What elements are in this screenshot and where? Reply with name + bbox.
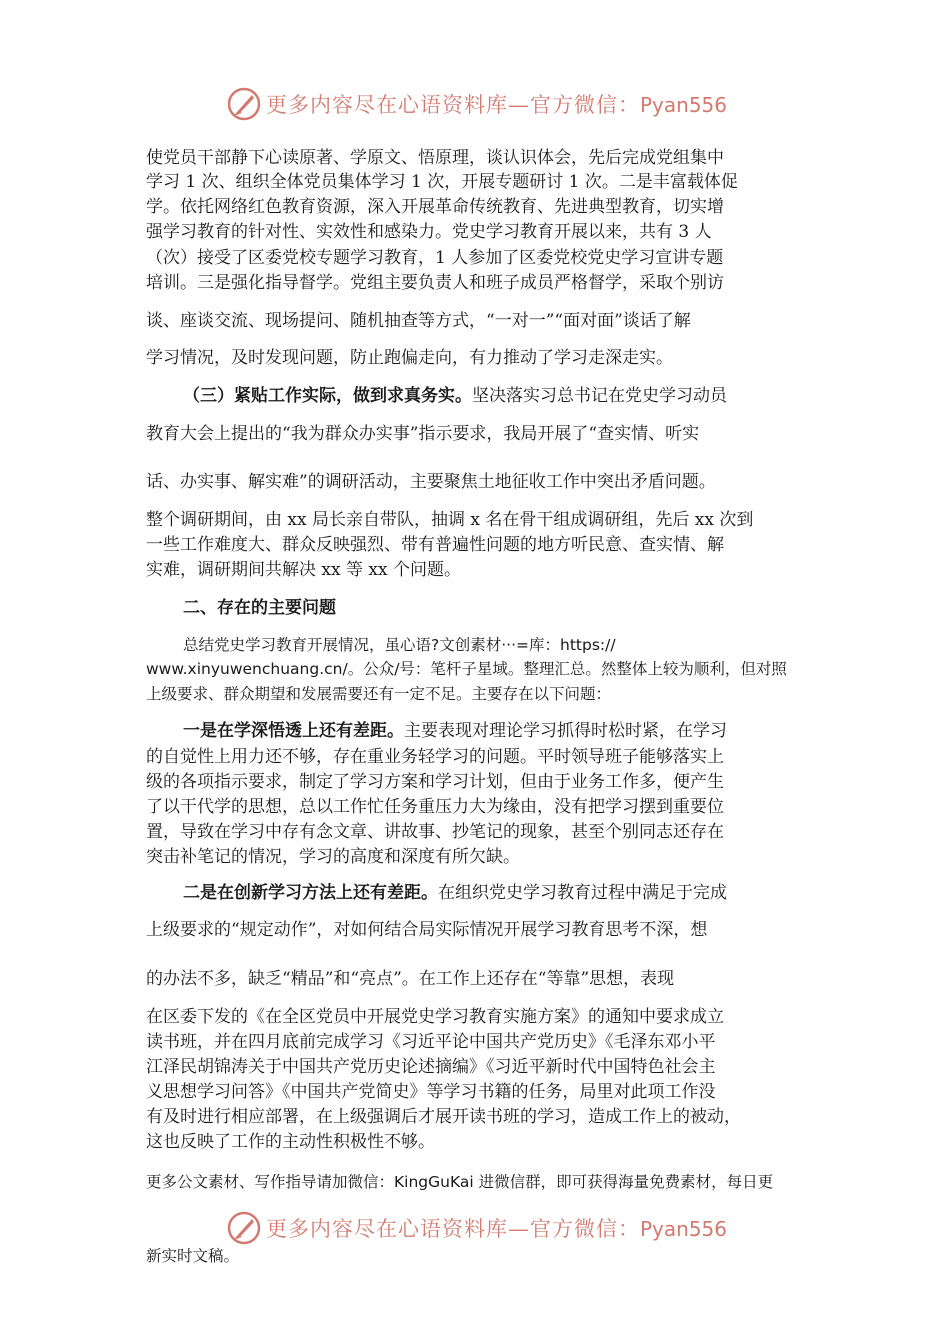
text-line: 义思想学习问答》《中国共产党简史》等学习书籍的任务，局里对此项工作没 — [146, 1082, 716, 1102]
text-line: 置，导致在学习中存有念文章、讲故事、抄笔记的现象，甚至个别同志还存在 — [146, 822, 724, 842]
text-line: 教育大会上提出的“我为群众办实事”指示要求，我局开展了“查实情、听实 — [146, 424, 700, 444]
footer-banner — [226, 1208, 727, 1248]
banner-text: 更多内容尽在心语资料库—官方微信：Pyan556 — [266, 1217, 728, 1241]
quill-pen-icon — [226, 86, 262, 122]
text-line: 突击补笔记的情况，学习的高度和深度有所欠缺。 — [146, 847, 520, 867]
footer-promo-line: 新实时文稿。 — [146, 1247, 240, 1265]
text-line: 级的各项指示要求，制定了学习方案和学习计划，但由于业务工作多，便产生 — [146, 772, 724, 792]
text-line: 学。依托网络红色教育资源，深入开展革命传统教育、先进典型教育，切实增 — [146, 197, 724, 217]
text-line: 使党员干部静下心读原著、学原文、悟原理，谈认识体会，先后完成党组集中 — [146, 148, 724, 168]
text-line: 了以干代学的思想，总以工作忙任务重压力大为缘由，没有把学习摆到重要位 — [146, 797, 724, 817]
text-line: 谈、座谈交流、现场提问、随机抽查等方式，“一对一”“面对面”谈话了解 — [146, 311, 691, 331]
quill-pen-icon — [226, 1210, 262, 1246]
text-line: 二是在创新学习方法上还有差距。在组织党史学习教育过程中满足于完成 — [183, 883, 727, 903]
text-line: 学习情况，及时发现问题，防止跑偏走向，有力推动了学习走深走实。 — [146, 348, 673, 368]
text-line: 有及时进行相应部署，在上级强调后才展开读书班的学习，造成工作上的被动， — [146, 1107, 741, 1127]
text-line: 这也反映了工作的主动性积极性不够。 — [146, 1132, 435, 1152]
text-line: 一是在学深悟透上还有差距。主要表现对理论学习抓得时松时紧，在学习 — [183, 721, 727, 741]
text-line: 上级要求的“规定动作”，对如何结合局实际情况开展学习教育思考不深，想 — [146, 920, 708, 940]
text-line: 实难，调研期间共解决 xx 等 xx 个问题。 — [146, 560, 461, 580]
text-line: 话、办实事、解实难”的调研活动，主要聚焦土地征收工作中突出矛盾问题。 — [146, 472, 716, 492]
text-line: 一些工作难度大、群众反映强烈、带有普遍性问题的地方听民意、查实情、解 — [146, 535, 724, 555]
header-banner — [226, 84, 727, 124]
text-line: （三）紧贴工作实际，做到求真务实。坚决落实习总书记在党史学习动员 — [183, 386, 727, 406]
text-line: 的自觉性上用力还不够，存在重业务轻学习的问题。平时领导班子能够落实上 — [146, 747, 724, 767]
text-line: 江泽民胡锦涛关于中国共产党历史论述摘编》《习近平新时代中国特色社会主 — [146, 1057, 716, 1077]
section-heading: 二、存在的主要问题 — [183, 598, 336, 618]
problem-lead: 一是在学深悟透上还有差距。 — [183, 721, 404, 741]
banner-text: 更多内容尽在心语资料库—官方微信：Pyan556 — [266, 93, 728, 117]
text-line: www.xinyuwenchuang.cn/。公众/号：笔杆子星域。整理汇总。然整体上较为顺利，但对照 — [146, 660, 787, 678]
text-line: 整个调研期间，由 xx 局长亲自带队，抽调 x 名在骨干组成调研组，先后 xx 次到 — [146, 510, 754, 530]
text-line: （次）接受了区委党校专题学习教育，1 人参加了区委党校党史学习宣讲专题 — [146, 248, 724, 268]
text-line: 培训。三是强化指导督学。党组主要负责人和班子成员严格督学，采取个别访 — [146, 273, 724, 293]
text-line: 总结党史学习教育开展情况，虽心语?文创素材···=库：https:// — [183, 636, 616, 654]
subheading-lead: （三）紧贴工作实际，做到求真务实。 — [183, 386, 472, 406]
text-line: 学习 1 次、组织全体党员集体学习 1 次，开展专题研讨 1 次。二是丰富载体促 — [146, 172, 738, 192]
text-line: 读书班，并在四月底前完成学习《习近平论中国共产党历史》《毛泽东邓小平 — [146, 1032, 716, 1052]
footer-promo-line: 更多公文素材、写作指导请加微信：KingGuKai 进微信群，即可获得海量免费素材，每日更 — [146, 1173, 774, 1191]
text-line: 在区委下发的《在全区党员中开展党史学习教育实施方案》的通知中要求成立 — [146, 1007, 724, 1027]
text-line: 强学习教育的针对性、实效性和感染力。党史学习教育开展以来，共有 3 人 — [146, 222, 712, 242]
text-line: 的办法不多，缺乏“精品”和“亮点”。在工作上还存在“等靠”思想，表现 — [146, 969, 675, 989]
text-line: 上级要求、群众期望和发展需要还有一定不足。主要存在以下问题： — [146, 685, 612, 703]
problem-lead: 二是在创新学习方法上还有差距。 — [183, 883, 438, 903]
